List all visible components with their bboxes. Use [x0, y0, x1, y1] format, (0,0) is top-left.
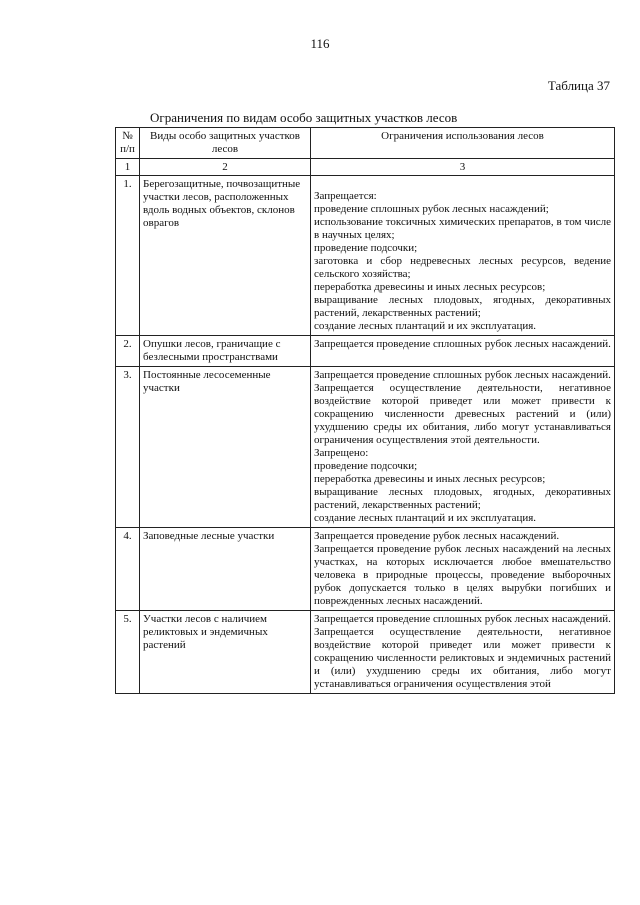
- table-body: [116, 176, 615, 694]
- row-number: 4.: [116, 528, 140, 611]
- table-row: [116, 336, 615, 367]
- table-row: [116, 176, 615, 336]
- restriction-line: создание лесных плантаций и их эксплуатация.: [314, 320, 537, 332]
- table-label: Таблица 37: [547, 78, 610, 93]
- table-row: [116, 528, 615, 611]
- table-title: Ограничения по видам особо защитных участков лесов: [150, 110, 458, 125]
- restriction-line: выращивание лесных плодовых, ягодных, декоративных растений, лекарственных растений;: [314, 486, 611, 511]
- restriction-line: Запрещается проведение сплошных рубок лесных насаждений.: [314, 613, 611, 625]
- table-row: [116, 611, 615, 694]
- restriction-line: создание лесных плантаций и их эксплуатация.: [314, 512, 537, 524]
- restriction-line: проведение подсочки;: [314, 460, 418, 472]
- column-number-1: 1: [116, 159, 140, 176]
- row-restrictions: [311, 176, 615, 336]
- restriction-line: Запрещено:: [314, 447, 369, 459]
- restrictions-table: [115, 127, 615, 694]
- restriction-line: Запрещается:: [314, 190, 377, 202]
- row-number: 2.: [116, 336, 140, 367]
- row-number: 5.: [116, 611, 140, 694]
- row-restrictions: [311, 528, 615, 611]
- row-kind: Опушки лесов, граничащие с безлесными пространствами: [140, 336, 311, 367]
- row-restrictions: [311, 367, 615, 528]
- row-number: 1.: [116, 176, 140, 336]
- restriction-line: Запрещается осуществление деятельности, негативное воздействие которой приведет или может привести к сокращению численности реликтовых и эндемичных растений и (или) ухудшению среды их обитания, либо могут устанавливаться ограничения осуществления этой: [314, 626, 611, 690]
- row-restrictions: [311, 611, 615, 694]
- row-restrictions: [311, 336, 615, 367]
- restriction-line: Запрещается проведение рубок лесных насаждений.: [314, 530, 560, 542]
- restriction-line: переработка древесины и иных лесных ресурсов;: [314, 473, 546, 485]
- restriction-line: переработка древесины и иных лесных ресурсов;: [314, 281, 546, 293]
- header-restrictions: Ограничения использования лесов: [311, 128, 615, 159]
- restriction-line: заготовка и сбор недревесных лесных ресурсов, ведение сельского хозяйства;: [314, 255, 611, 280]
- restriction-line: Запрещается проведение сплошных рубок лесных насаждений.: [314, 369, 611, 381]
- restriction-line: Запрещается проведение сплошных рубок лесных насаждений.: [314, 338, 611, 350]
- column-numbers-row: [116, 159, 615, 176]
- row-kind: Берегозащитные, почвозащитные участки лесов, расположенных вдоль водных объектов, склонов оврагов: [140, 176, 311, 336]
- header-kind: Виды особо защитных участков лесов: [140, 128, 311, 159]
- restriction-line: проведение сплошных рубок лесных насаждений;: [314, 203, 549, 215]
- table-row: [116, 367, 615, 528]
- restriction-line: Запрещается осуществление деятельности, негативное воздействие которой приведет или может привести к сокращению численности древесных растений и (или) ухудшению среды их обитания, либо могут устанавливаться ограничения осуществления этой деятельности.: [314, 382, 611, 446]
- header-number: № п/п: [116, 128, 140, 159]
- restriction-line: Запрещается проведение рубок лесных насаждений на лесных участках, на которых исключается любое вмешательство человека в природные процессы, проведение выборочных рубок допускается только в целях вырубки погибших и поврежденных лесных насаждений.: [314, 543, 611, 607]
- row-kind: Заповедные лесные участки: [140, 528, 311, 611]
- column-number-2: 2: [140, 159, 311, 176]
- row-kind: Постоянные лесосеменные участки: [140, 367, 311, 528]
- row-number: 3.: [116, 367, 140, 528]
- table-header-row: [116, 128, 615, 159]
- row-kind: Участки лесов с наличием реликтовых и эндемичных растений: [140, 611, 311, 694]
- restriction-line: использование токсичных химических препаратов, в том числе в научных целях;: [314, 216, 611, 241]
- restriction-line: выращивание лесных плодовых, ягодных, декоративных растений, лекарственных растений;: [314, 294, 611, 319]
- restriction-line: проведение подсочки;: [314, 242, 418, 254]
- page-number: 116: [310, 36, 330, 51]
- column-number-3: 3: [311, 159, 615, 176]
